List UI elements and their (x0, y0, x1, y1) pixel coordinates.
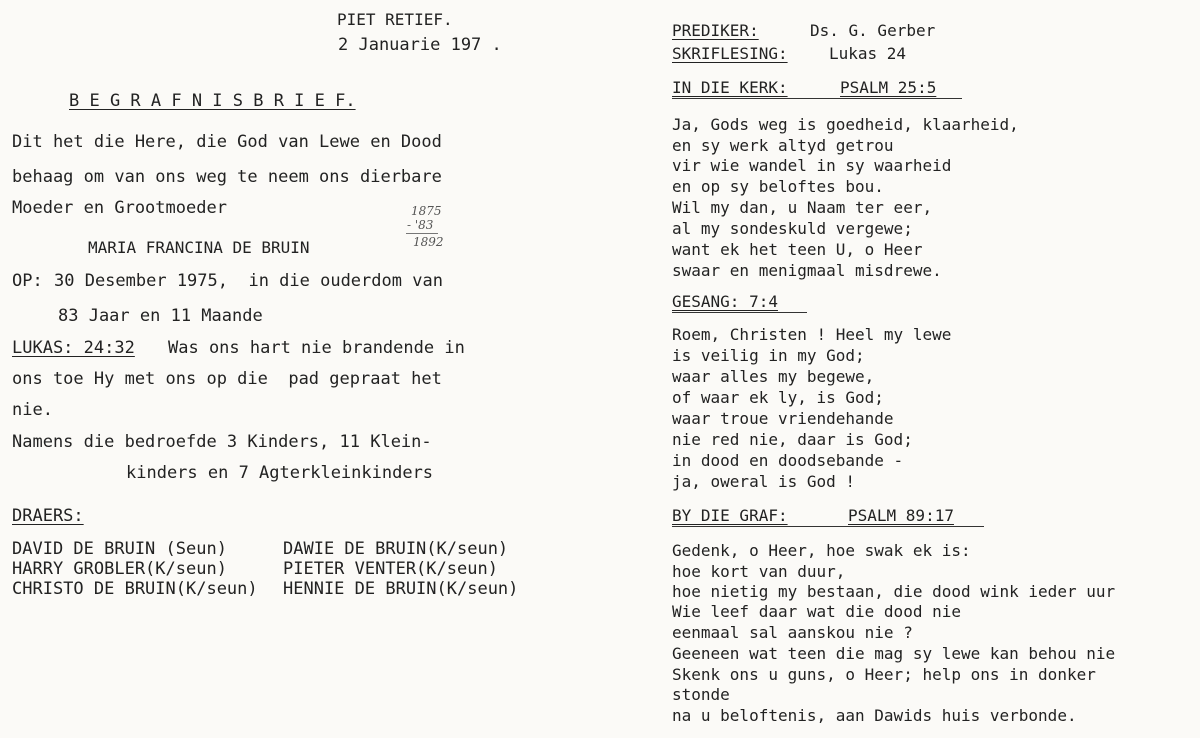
gesang-line-2: is veilig in my God; (672, 346, 865, 365)
gesang-rule (672, 312, 807, 313)
age: 83 Jaar en 11 Maande (58, 306, 263, 326)
gesang-line-7: in dood en doodsebande - (672, 451, 904, 470)
gesang-line-3: waar alles my begewe, (672, 367, 875, 386)
lukas-text: Was ons hart nie brandende in (168, 338, 465, 358)
handwritten-year-1: 1875 (411, 204, 442, 218)
lukas-line-2: ons toe Hy met ons op die pad gepraat het (12, 369, 442, 389)
graf-line-8: stonde (672, 685, 730, 704)
draer-left-3: CHRISTO DE BRUIN(K/seun) (12, 579, 258, 599)
kerk-line-2: en sy werk altyd getrou (672, 136, 894, 155)
gesang-line-4: of waar ek ly, is God; (672, 388, 884, 407)
kerk-line-6: al my sondeskuld vergewe; (672, 219, 913, 238)
handwritten-rule (406, 233, 438, 234)
draer-right-2: PIETER VENTER(K/seun) (283, 559, 498, 579)
namens-line-2: kinders en 7 Agterkleinkinders (126, 463, 434, 483)
kerk-line-7: want ek het teen U, o Heer (672, 240, 923, 259)
skriflesing-label: SKRIFLESING: (672, 44, 788, 63)
graf-line-6: Geeneen wat teen die mag sy lewe kan behou nie (672, 644, 1116, 663)
graf-line-5: eenmaal sal aanskou nie ? (672, 623, 913, 642)
graf-label: BY DIE GRAF: (672, 506, 788, 525)
skriflesing-ref: Lukas 24 (829, 44, 907, 63)
intro-line-1: Dit het die Here, die God van Lewe en Dood (12, 132, 442, 152)
deceased-name: MARIA FRANCINA DE BRUIN (88, 238, 310, 257)
kerk-line-1: Ja, Gods weg is goedheid, klaarheid, (672, 115, 1019, 134)
namens-line-1: Namens die bedroefde 3 Kinders, 11 Klein- (12, 432, 432, 452)
gesang-line-8: ja, oweral is God ! (672, 472, 856, 491)
intro-line-2: behaag om van ons weg te neem ons dierbare (12, 167, 442, 187)
lukas-line-3: nie. (12, 400, 53, 420)
graf-rule (672, 526, 984, 527)
gesang-line-6: nie red nie, daar is God; (672, 430, 913, 449)
gesang-label: GESANG: 7:4 (672, 292, 778, 311)
gesang-line-5: waar troue vriendehande (672, 409, 894, 428)
kerk-line-4: en op sy beloftes bou. (672, 177, 884, 196)
date: 2 Januarie 197 . (338, 35, 502, 55)
graf-line-3: hoe nietig my bestaan, die dood wink ieder uur (672, 582, 1116, 601)
graf-line-1: Gedenk, o Heer, hoe swak ek is: (672, 541, 971, 560)
graf-line-2: hoe kort van duur, (672, 562, 846, 581)
op-label: OP: (12, 271, 43, 291)
gesang-line-1: Roem, Christen ! Heel my lewe (672, 325, 952, 344)
kerk-line-8: swaar en menigmaal misdrewe. (672, 261, 942, 280)
op-text: 30 Desember 1975, in die ouderdom van (54, 271, 443, 291)
draer-right-1: DAWIE DE BRUIN(K/seun) (283, 539, 509, 559)
kerk-psalm: PSALM 25:5 (840, 78, 937, 97)
graf-line-4: Wie leef daar wat die dood nie (672, 602, 961, 621)
draer-left-2: HARRY GROBLER(K/seun) (12, 559, 227, 579)
heading: B E G R A F N I S B R I E F. (69, 91, 356, 111)
prediker-label: PREDIKER: (672, 21, 759, 40)
lukas-label: LUKAS: 24:32 (12, 338, 135, 358)
prediker-name: Ds. G. Gerber (810, 21, 936, 40)
graf-line-9: na u beloftenis, aan Dawids huis verbonde. (672, 706, 1077, 725)
draer-right-3: HENNIE DE BRUIN(K/seun) (283, 579, 519, 599)
draers-label: DRAERS: (12, 506, 84, 526)
intro-line-3: Moeder en Grootmoeder (12, 198, 227, 218)
kerk-rule (672, 98, 962, 99)
handwritten-year-2: - '83 (407, 218, 434, 232)
place: PIET RETIEF. (337, 10, 453, 29)
draer-left-1: DAVID DE BRUIN (Seun) (12, 539, 227, 559)
kerk-line-5: Wil my dan, u Naam ter eer, (672, 198, 933, 217)
handwritten-year-3: 1892 (413, 235, 444, 249)
kerk-label: IN DIE KERK: (672, 78, 788, 97)
graf-line-7: Skenk ons u guns, o Heer; help ons in donker (672, 665, 1096, 684)
graf-psalm: PSALM 89:17 (848, 506, 954, 525)
kerk-line-3: vir wie wandel in sy waarheid (672, 156, 952, 175)
